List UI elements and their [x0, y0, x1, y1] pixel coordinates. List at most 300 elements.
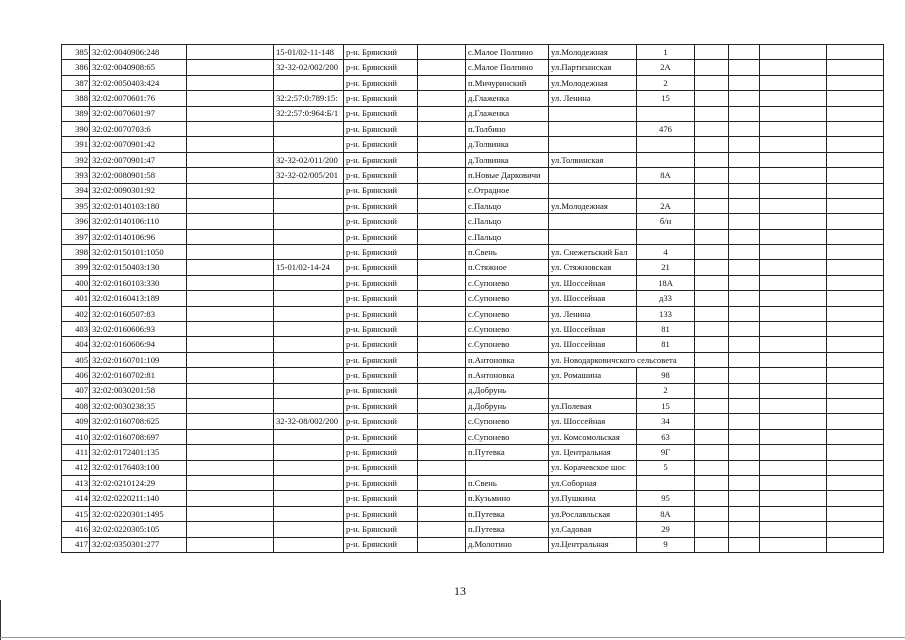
empty-cell	[187, 260, 274, 275]
district-cell: р-н. Брянский	[344, 429, 418, 444]
empty-cell	[418, 75, 466, 90]
empty-cell	[187, 460, 274, 475]
cadastral-number-cell: 32:02:0160507:83	[90, 306, 187, 321]
empty-cell	[827, 260, 884, 275]
row-number-cell: 390	[62, 121, 90, 136]
cadastral-number-cell: 32:02:0150403:130	[90, 260, 187, 275]
house-number-cell: 9Г	[637, 445, 695, 460]
house-number-cell: 29	[637, 522, 695, 537]
empty-cell	[729, 152, 760, 167]
locality-cell: п.Путевка	[466, 506, 549, 521]
empty-cell	[729, 352, 760, 367]
empty-cell	[760, 460, 827, 475]
row-number-cell: 414	[62, 491, 90, 506]
street-cell: ул.Соборная	[549, 475, 637, 490]
locality-cell: с.Супонево	[466, 275, 549, 290]
table-row	[62, 152, 884, 167]
street-cell: ул. Комсомольская	[549, 429, 637, 444]
table-row	[62, 491, 884, 506]
locality-cell: п.Свень	[466, 475, 549, 490]
locality-cell: с.Супонево	[466, 306, 549, 321]
empty-cell	[187, 152, 274, 167]
scan-margin-mark	[0, 600, 1, 640]
cadastral-number-cell: 32:02:0160606:94	[90, 337, 187, 352]
empty-cell	[729, 475, 760, 490]
empty-cell	[729, 75, 760, 90]
empty-cell	[187, 445, 274, 460]
empty-cell	[187, 414, 274, 429]
cadastral-number-cell: 32:02:0070601:76	[90, 91, 187, 106]
empty-cell	[827, 45, 884, 60]
street-cell: ул. Шоссейная	[549, 337, 637, 352]
row-number-cell: 416	[62, 522, 90, 537]
empty-cell	[760, 45, 827, 60]
empty-cell	[695, 460, 729, 475]
house-number-cell: б/н	[637, 214, 695, 229]
street-cell: ул.Молодежная	[549, 198, 637, 213]
table-row	[62, 75, 884, 90]
empty-cell	[760, 506, 827, 521]
street-cell: ул. Ленина	[549, 91, 637, 106]
cadastral-number-cell: 32:02:0176403:100	[90, 460, 187, 475]
empty-cell	[418, 137, 466, 152]
cadastral-number-cell: 32:02:0140106:110	[90, 214, 187, 229]
empty-cell	[418, 322, 466, 337]
empty-cell	[695, 337, 729, 352]
empty-cell	[187, 60, 274, 75]
empty-cell	[418, 91, 466, 106]
locality-cell: с.Супонево	[466, 429, 549, 444]
house-number-cell: 2А	[637, 198, 695, 213]
empty-cell	[187, 45, 274, 60]
registration-number-cell: 32:2:57:0:964:Б/1	[274, 106, 344, 121]
table-row	[62, 383, 884, 398]
empty-cell	[760, 275, 827, 290]
locality-cell: п.Свень	[466, 245, 549, 260]
row-number-cell: 400	[62, 275, 90, 290]
empty-cell	[187, 91, 274, 106]
empty-cell	[695, 152, 729, 167]
cadastral-number-cell: 32:02:0160103:330	[90, 275, 187, 290]
empty-cell	[187, 168, 274, 183]
house-number-cell: 8А	[637, 168, 695, 183]
empty-cell	[729, 383, 760, 398]
empty-cell	[418, 260, 466, 275]
empty-cell	[695, 491, 729, 506]
empty-cell	[827, 491, 884, 506]
registration-number-cell	[274, 121, 344, 136]
empty-cell	[418, 522, 466, 537]
district-cell: р-н. Брянский	[344, 183, 418, 198]
empty-cell	[418, 368, 466, 383]
locality-cell: с.Малое Полпино	[466, 45, 549, 60]
street-cell: ул.Молодежная	[549, 45, 637, 60]
empty-cell	[418, 152, 466, 167]
empty-cell	[695, 137, 729, 152]
table-row	[62, 245, 884, 260]
street-cell: ул. Шоссейная	[549, 275, 637, 290]
district-cell: р-н. Брянский	[344, 137, 418, 152]
empty-cell	[418, 45, 466, 60]
empty-cell	[827, 337, 884, 352]
house-number-cell: 63	[637, 429, 695, 444]
cadastral-number-cell: 32:02:0160606:93	[90, 322, 187, 337]
cadastral-number-cell: 32:02:0220301:1495	[90, 506, 187, 521]
locality-cell: д.Добрунь	[466, 398, 549, 413]
house-number-cell: 15	[637, 398, 695, 413]
empty-cell	[418, 337, 466, 352]
empty-cell	[695, 445, 729, 460]
house-number-cell	[637, 137, 695, 152]
house-number-cell	[637, 475, 695, 490]
empty-cell	[760, 522, 827, 537]
empty-cell	[695, 352, 729, 367]
row-number-cell: 410	[62, 429, 90, 444]
empty-cell	[187, 429, 274, 444]
table-row	[62, 429, 884, 444]
empty-cell	[827, 198, 884, 213]
empty-cell	[418, 214, 466, 229]
registration-number-cell: 32-32-02/011/200	[274, 152, 344, 167]
empty-cell	[187, 245, 274, 260]
registration-number-cell	[274, 198, 344, 213]
street-cell: ул.Полевая	[549, 398, 637, 413]
district-cell: р-н. Брянский	[344, 91, 418, 106]
empty-cell	[418, 445, 466, 460]
table-row	[62, 60, 884, 75]
empty-cell	[760, 260, 827, 275]
empty-cell	[418, 429, 466, 444]
registration-number-cell	[274, 368, 344, 383]
empty-cell	[729, 45, 760, 60]
empty-cell	[729, 137, 760, 152]
table-row	[62, 337, 884, 352]
cadastral-number-cell: 32:02:0220305:105	[90, 522, 187, 537]
row-number-cell: 385	[62, 45, 90, 60]
district-cell: р-н. Брянский	[344, 106, 418, 121]
empty-cell	[760, 60, 827, 75]
row-number-cell: 398	[62, 245, 90, 260]
house-number-cell: 81	[637, 337, 695, 352]
cadastral-number-cell: 32:02:0040906:248	[90, 45, 187, 60]
street-cell: ул.Партизанская	[549, 60, 637, 75]
empty-cell	[729, 522, 760, 537]
street-cell	[549, 168, 637, 183]
empty-cell	[827, 352, 884, 367]
empty-cell	[187, 291, 274, 306]
empty-cell	[695, 429, 729, 444]
empty-cell	[695, 45, 729, 60]
empty-cell	[729, 60, 760, 75]
empty-cell	[695, 121, 729, 136]
empty-cell	[695, 168, 729, 183]
district-cell: р-н. Брянский	[344, 152, 418, 167]
district-cell: р-н. Брянский	[344, 168, 418, 183]
street-cell	[549, 214, 637, 229]
empty-cell	[418, 275, 466, 290]
empty-cell	[760, 306, 827, 321]
row-number-cell: 397	[62, 229, 90, 244]
locality-cell: с.Пальцо	[466, 229, 549, 244]
district-cell: р-н. Брянский	[344, 275, 418, 290]
empty-cell	[760, 368, 827, 383]
empty-cell	[760, 429, 827, 444]
house-number-cell: 81	[637, 322, 695, 337]
empty-cell	[418, 352, 466, 367]
house-number-cell: 1	[637, 45, 695, 60]
table-row	[62, 522, 884, 537]
street-cell: ул. Центральная	[549, 445, 637, 460]
empty-cell	[729, 368, 760, 383]
empty-cell	[760, 198, 827, 213]
row-number-cell: 403	[62, 322, 90, 337]
empty-cell	[827, 537, 884, 552]
empty-cell	[187, 475, 274, 490]
empty-cell	[760, 137, 827, 152]
empty-cell	[695, 475, 729, 490]
empty-cell	[760, 183, 827, 198]
locality-cell: п.Антоновка	[466, 352, 549, 367]
registration-number-cell	[274, 291, 344, 306]
street-cell: ул. Шоссейная	[549, 322, 637, 337]
locality-cell: с.Супонево	[466, 414, 549, 429]
empty-cell	[827, 121, 884, 136]
table-row	[62, 214, 884, 229]
empty-cell	[827, 368, 884, 383]
empty-cell	[827, 245, 884, 260]
empty-cell	[729, 91, 760, 106]
registration-number-cell: 15-01/02-11-148	[274, 45, 344, 60]
empty-cell	[729, 398, 760, 413]
registration-number-cell: 32-32-02/002/200	[274, 60, 344, 75]
cadastral-number-cell: 32:02:0160708:697	[90, 429, 187, 444]
empty-cell	[695, 398, 729, 413]
empty-cell	[187, 198, 274, 213]
house-number-cell: 9	[637, 537, 695, 552]
empty-cell	[827, 275, 884, 290]
scan-edge-line	[0, 637, 905, 638]
empty-cell	[418, 121, 466, 136]
empty-cell	[827, 322, 884, 337]
locality-cell: д.Глаженка	[466, 91, 549, 106]
empty-cell	[827, 183, 884, 198]
row-number-cell: 391	[62, 137, 90, 152]
empty-cell	[729, 306, 760, 321]
row-number-cell: 413	[62, 475, 90, 490]
table-row	[62, 291, 884, 306]
cadastral-number-cell: 32:02:0140103:180	[90, 198, 187, 213]
district-cell: р-н. Брянский	[344, 75, 418, 90]
empty-cell	[187, 214, 274, 229]
empty-cell	[827, 414, 884, 429]
empty-cell	[695, 306, 729, 321]
empty-cell	[729, 506, 760, 521]
empty-cell	[418, 198, 466, 213]
registration-number-cell	[274, 229, 344, 244]
empty-cell	[827, 445, 884, 460]
empty-cell	[827, 106, 884, 121]
empty-cell	[187, 352, 274, 367]
empty-cell	[695, 414, 729, 429]
row-number-cell: 405	[62, 352, 90, 367]
table-row	[62, 368, 884, 383]
empty-cell	[418, 168, 466, 183]
empty-cell	[827, 522, 884, 537]
row-number-cell: 404	[62, 337, 90, 352]
cadastral-number-cell: 32:02:0050403:424	[90, 75, 187, 90]
empty-cell	[827, 229, 884, 244]
row-number-cell: 406	[62, 368, 90, 383]
table-row	[62, 322, 884, 337]
house-number-cell: 476	[637, 121, 695, 136]
row-number-cell: 407	[62, 383, 90, 398]
table-row	[62, 45, 884, 60]
district-cell: р-н. Брянский	[344, 260, 418, 275]
street-cell: ул. Ленина	[549, 306, 637, 321]
empty-cell	[418, 306, 466, 321]
empty-cell	[695, 91, 729, 106]
cadastral-number-cell: 32:02:0172401:135	[90, 445, 187, 460]
row-number-cell: 409	[62, 414, 90, 429]
registration-number-cell	[274, 75, 344, 90]
row-number-cell: 411	[62, 445, 90, 460]
house-number-cell: 98	[637, 368, 695, 383]
table-row	[62, 260, 884, 275]
empty-cell	[695, 260, 729, 275]
empty-cell	[760, 352, 827, 367]
district-cell: р-н. Брянский	[344, 537, 418, 552]
registration-number-cell	[274, 214, 344, 229]
registration-number-cell	[274, 491, 344, 506]
empty-cell	[187, 491, 274, 506]
street-cell: ул.Рославльская	[549, 506, 637, 521]
cadastral-number-cell: 32:02:0070901:47	[90, 152, 187, 167]
street-cell: ул.Центральная	[549, 537, 637, 552]
registration-number-cell	[274, 398, 344, 413]
empty-cell	[760, 168, 827, 183]
empty-cell	[760, 75, 827, 90]
street-cell	[549, 137, 637, 152]
row-number-cell: 417	[62, 537, 90, 552]
house-number-cell: 2	[637, 75, 695, 90]
empty-cell	[695, 506, 729, 521]
cadastral-number-cell: 32:02:0070703:6	[90, 121, 187, 136]
empty-cell	[418, 398, 466, 413]
empty-cell	[695, 275, 729, 290]
empty-cell	[418, 383, 466, 398]
empty-cell	[827, 291, 884, 306]
table-row	[62, 198, 884, 213]
empty-cell	[729, 429, 760, 444]
registration-number-cell	[274, 306, 344, 321]
empty-cell	[827, 75, 884, 90]
district-cell: р-н. Брянский	[344, 506, 418, 521]
cadastral-number-cell: 32:02:0160702:81	[90, 368, 187, 383]
locality-cell: д.Толвинка	[466, 137, 549, 152]
empty-cell	[187, 229, 274, 244]
cadastral-number-cell: 32:02:0140106:96	[90, 229, 187, 244]
empty-cell	[418, 106, 466, 121]
house-number-cell	[637, 229, 695, 244]
empty-cell	[729, 198, 760, 213]
house-number-cell	[637, 152, 695, 167]
empty-cell	[729, 537, 760, 552]
empty-cell	[729, 491, 760, 506]
page-number: 13	[454, 584, 466, 598]
cadastral-number-cell: 32:02:0350301:277	[90, 537, 187, 552]
empty-cell	[187, 275, 274, 290]
district-cell: р-н. Брянский	[344, 445, 418, 460]
house-number-cell	[637, 183, 695, 198]
district-cell: р-н. Брянский	[344, 291, 418, 306]
empty-cell	[187, 537, 274, 552]
registration-number-cell: 15-01/02-14-24	[274, 260, 344, 275]
empty-cell	[760, 152, 827, 167]
street-cell: ул.Толвинская	[549, 152, 637, 167]
empty-cell	[760, 91, 827, 106]
empty-cell	[418, 475, 466, 490]
table-row	[62, 168, 884, 183]
district-cell: р-н. Брянский	[344, 229, 418, 244]
locality-cell: п.Кузьмино	[466, 491, 549, 506]
street-cell: ул.Садовая	[549, 522, 637, 537]
row-number-cell: 399	[62, 260, 90, 275]
house-number-cell: 8А	[637, 506, 695, 521]
empty-cell	[827, 214, 884, 229]
empty-cell	[760, 491, 827, 506]
table-row	[62, 445, 884, 460]
empty-cell	[418, 245, 466, 260]
row-number-cell: 402	[62, 306, 90, 321]
locality-cell: с.Супонево	[466, 322, 549, 337]
empty-cell	[418, 460, 466, 475]
registration-number-cell	[274, 275, 344, 290]
locality-cell: д.Добрунь	[466, 383, 549, 398]
empty-cell	[695, 229, 729, 244]
house-number-cell	[637, 106, 695, 121]
empty-cell	[760, 337, 827, 352]
locality-cell: п.Антоновка	[466, 368, 549, 383]
empty-cell	[760, 121, 827, 136]
empty-cell	[187, 368, 274, 383]
empty-cell	[729, 260, 760, 275]
house-number-cell: 4	[637, 245, 695, 260]
empty-cell	[695, 368, 729, 383]
district-cell: р-н. Брянский	[344, 322, 418, 337]
row-number-cell: 396	[62, 214, 90, 229]
cadastral-number-cell: 32:02:0030201:58	[90, 383, 187, 398]
locality-cell: д.Глаженка	[466, 106, 549, 121]
empty-cell	[729, 214, 760, 229]
registration-number-cell	[274, 383, 344, 398]
table-body	[62, 45, 884, 553]
empty-cell	[187, 75, 274, 90]
empty-cell	[695, 60, 729, 75]
empty-cell	[760, 229, 827, 244]
registration-number-cell	[274, 183, 344, 198]
street-cell	[549, 383, 637, 398]
locality-cell: п.Толбино	[466, 121, 549, 136]
district-cell: р-н. Брянский	[344, 245, 418, 260]
table-row	[62, 506, 884, 521]
empty-cell	[418, 229, 466, 244]
registration-number-cell	[274, 445, 344, 460]
street-cell: ул. Шоссейная	[549, 414, 637, 429]
district-cell: р-н. Брянский	[344, 414, 418, 429]
empty-cell	[729, 291, 760, 306]
locality-cell: д.Толвинка	[466, 152, 549, 167]
empty-cell	[729, 460, 760, 475]
